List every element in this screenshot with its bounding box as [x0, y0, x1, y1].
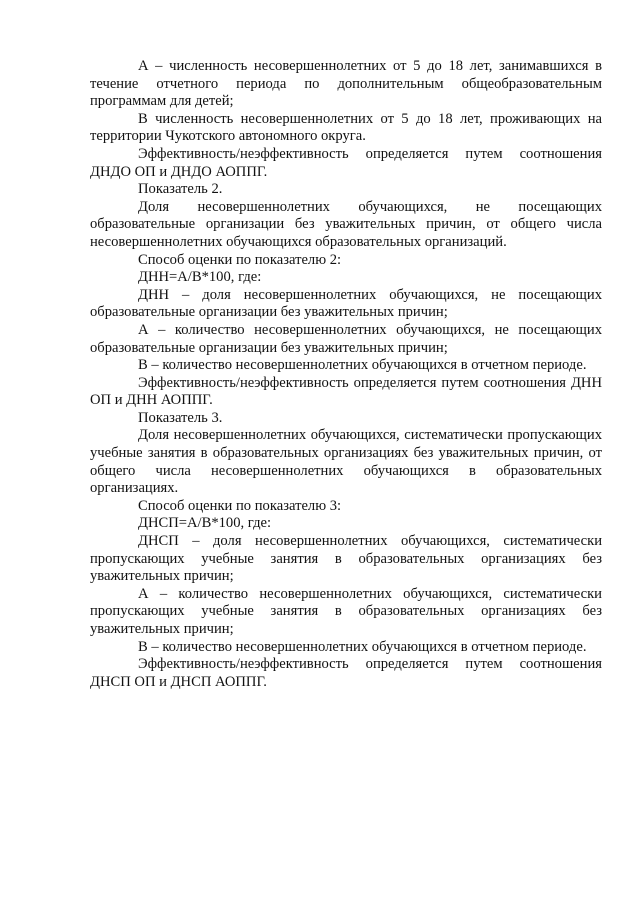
paragraph-b-dnn: В – количество несовершеннолетних обучающихся в отчетном периоде. [138, 357, 587, 374]
paragraph-a-definition: А – численность несовершеннолетних от 5 до 18 лет, занимавшихся в течение отчетного периода по дополнительным общеобразовательным программам для детей; [90, 58, 602, 110]
paragraph-efficiency-dnn: Эффективность/неэффективность определяется путем соотношения ДНН ОП и ДНН АОППГ. [90, 374, 602, 409]
paragraph-efficiency-dnsp: Эффективность/неэффективность определяется путем соотношения ДНСП ОП и ДНСП АОППГ. [90, 656, 602, 690]
paragraph-indicator-2-description: Доля несовершеннолетних обучающихся, не посещающих образовательные организации без уважительных причин, от общего числа несовершеннолетних обучающихся образовательных организаций. [90, 198, 602, 250]
document-page [90, 58, 602, 691]
formula-dnsp: ДНСП=А/В*100, где: [138, 515, 272, 532]
paragraph-a-dnn: А – количество несовершеннолетних обучающихся, не посещающих образовательные организации без уважительных причин; [90, 321, 602, 356]
paragraph-efficiency-dndo: Эффективность/неэффективность определяется путем соотношения ДНДО ОП и ДНДО АОППГ. [90, 145, 602, 180]
paragraph-method-2: Способ оценки по показателю 2: [138, 251, 342, 268]
formula-dnn: ДНН=А/В*100, где: [138, 269, 262, 286]
paragraph-dnn-definition: ДНН – доля несовершеннолетних обучающихся, не посещающих образовательные организации без уважительных причин; [90, 286, 602, 321]
paragraph-method-3: Способ оценки по показателю 3: [138, 497, 342, 514]
paragraph-b-definition: В численность несовершеннолетних от 5 до 18 лет, проживающих на территории Чукотского автономного округа. [90, 110, 602, 145]
paragraph-indicator-3-description: Доля несовершеннолетних обучающихся, систематически пропускающих учебные занятия в образовательных организациях без уважительных причин, от общего числа несовершеннолетних обучающихся в образовательных организациях. [90, 427, 602, 497]
paragraph-dnsp-definition: ДНСП – доля несовершеннолетних обучающихся, систематически пропускающих учебные занятия в образовательных организациях без уважительных причин; [90, 533, 602, 585]
paragraph-b-dnsp: В – количество несовершеннолетних обучающихся в отчетном периоде. [138, 638, 587, 655]
paragraph-a-dnsp: А – количество несовершеннолетних обучающихся, систематически пропускающих учебные занятия в образовательных организациях без уважительных причин; [90, 585, 602, 637]
heading-indicator-2: Показатель 2. [138, 181, 223, 198]
heading-indicator-3: Показатель 3. [138, 409, 223, 426]
